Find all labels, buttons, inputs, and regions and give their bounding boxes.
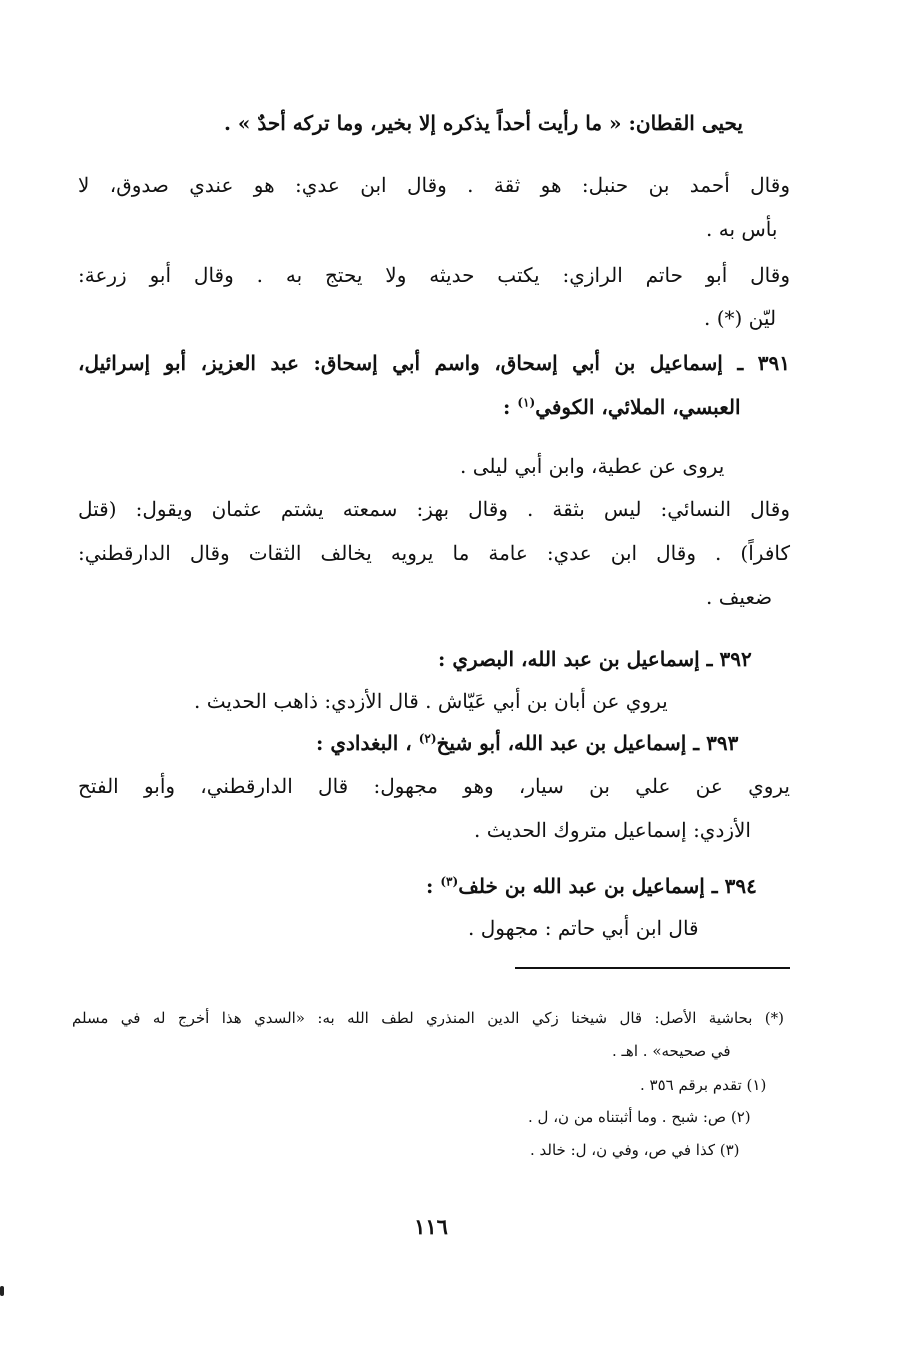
- entry-390-line-2: وقال أحمد بن حنبل: هو ثقة . وقال ابن عدي: هو عندي صدوق، لا: [78, 173, 790, 197]
- entry-390-line-5: ليّن (*) .: [704, 306, 777, 330]
- footnote-star-line-2: في صحيحه» . اهـ .: [612, 1042, 731, 1060]
- entry-394-heading-suffix: :: [426, 874, 441, 898]
- footnote-3: (٣) كذا في ص، وفي ن، ل: خالد .: [530, 1141, 740, 1159]
- footnote-ref-1: (١): [517, 395, 536, 410]
- entry-390-line-1: يحيى القطان: « ما رأيت أحداً يذكره إلا بخير، وما تركه أحدٌ » .: [224, 111, 743, 135]
- entry-393-text-line-2: الأزدي: إسماعيل متروك الحديث .: [474, 818, 751, 842]
- footnote-1: (١) تقدم برقم ٣٥٦ .: [640, 1076, 767, 1094]
- entry-393-text-line-1: يروي عن علي بن سيار، وهو مجهول: قال الدارقطني، وأبو الفتح: [78, 774, 790, 798]
- entry-394-heading-prefix: ٣٩٤ ـ إسماعيل بن عبد الله بن خلف: [458, 874, 757, 898]
- entry-390-line-4: وقال أبو حاتم الرازي: يكتب حديثه ولا يحتج به . وقال أبو زرعة:: [78, 263, 790, 287]
- entry-393-heading-prefix: ٣٩٣ ـ إسماعيل بن عبد الله، أبو شيخ: [436, 731, 739, 755]
- footnote-2: (٢) ص: شبح . وما أثبتناه من ن، ل .: [528, 1108, 751, 1126]
- entry-393-heading: [316, 730, 738, 757]
- entry-394-text-line-1: قال ابن أبي حاتم : مجهول .: [468, 916, 699, 940]
- entry-391-text-line-4: ضعيف .: [706, 585, 773, 609]
- footnote-ref-2: (٢): [418, 731, 437, 746]
- entry-394-heading: [426, 873, 757, 900]
- footnote-star-line-1: (*) بحاشية الأصل: قال شيخنا زكي الدين المنذري لطف الله به: «السدي هذا أخرج له في مسلم: [72, 1009, 784, 1027]
- page-number: ١١٦: [414, 1214, 448, 1239]
- entry-391-heading-text: العبسي، الملائي، الكوفي: [535, 395, 741, 419]
- entry-391-heading-line-2: [503, 394, 741, 421]
- footnote-ref-3: (٣): [440, 874, 459, 889]
- entry-393-heading-suffix: ، البغدادي :: [316, 731, 419, 755]
- entry-392-heading: ٣٩٢ ـ إسماعيل بن عبد الله، البصري :: [438, 647, 752, 671]
- entry-391-heading-line-1: ٣٩١ ـ إسماعيل بن أبي إسحاق، واسم أبي إسحاق: عبد العزيز، أبو إسرائيل،: [78, 351, 790, 375]
- footnote-divider: [515, 967, 790, 969]
- entry-390-line-3: بأس به .: [706, 217, 778, 241]
- entry-391-text-line-3: كافراً) . وقال ابن عدي: عامة ما يرويه يخالف الثقات وقال الدارقطني:: [78, 541, 790, 565]
- margin-ink-mark: [0, 1286, 4, 1296]
- entry-391-heading-end: :: [503, 395, 518, 419]
- entry-392-text-line-1: يروي عن أبان بن أبي عَيّاش . قال الأزدي: ذاهب الحديث .: [194, 689, 668, 713]
- entry-391-text-line-1: يروى عن عطية، وابن أبي ليلى .: [460, 454, 725, 478]
- entry-391-text-line-2: وقال النسائي: ليس بثقة . وقال بهز: سمعته يشتم عثمان ويقول: (قتل: [78, 497, 790, 521]
